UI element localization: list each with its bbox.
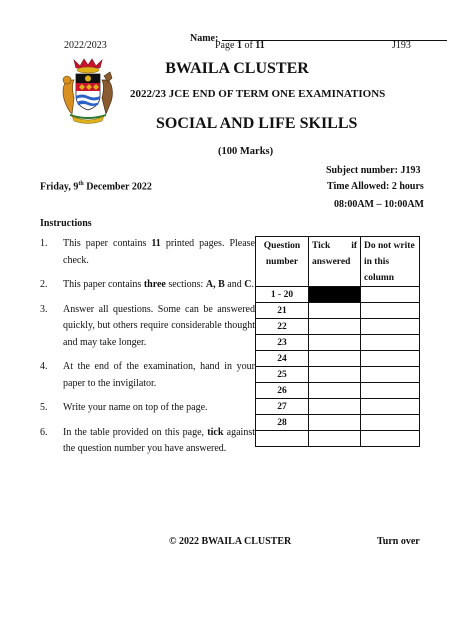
table-header-row [256,237,420,287]
table-row: 22 [256,319,420,335]
page-indicator: Page 1 of 11 [215,40,265,51]
tick-cell[interactable] [309,383,361,399]
header-do-not-write: Do not write in this column [361,237,420,287]
marker-cell [361,335,420,351]
exam-title: 2022/23 JCE END OF TERM ONE EXAMINATIONS [130,88,386,100]
marker-cell [361,351,420,367]
marker-cell [361,399,420,415]
marker-cell [361,383,420,399]
marker-cell [361,319,420,335]
list-item: 6. In the table provided on this page, tick against the question number you have answered. [40,426,255,454]
marker-cell [361,303,420,319]
instructions-list [40,236,255,466]
table-row: 26 [256,383,420,399]
header-tick: Tick if answered [309,237,361,287]
instructions-heading: Instructions [40,218,92,229]
name-label: Name: [190,33,219,44]
tick-cell[interactable] [309,303,361,319]
time-range: 08:00AM – 10:00AM [334,199,424,210]
list-item: 4. At the end of the examination, hand in your paper to the invigilator. [40,361,255,389]
marker-cell [361,415,420,431]
tick-cell[interactable] [309,351,361,367]
list-item: 3. Answer all questions. Some can be answered quickly, but others require considerable thought and may take longer. [40,303,255,348]
table-row: 1 - 20 [256,287,420,303]
table-row: 23 [256,335,420,351]
copyright: © 2022 BWAILA CLUSTER [169,536,292,547]
table-row [256,431,420,447]
total-marks: (100 Marks) [218,146,274,157]
marker-cell [361,431,420,447]
subject-title: SOCIAL AND LIFE SKILLS [156,115,358,132]
table-row: 24 [256,351,420,367]
tick-cell[interactable] [309,319,361,335]
turn-over: Turn over [377,536,420,547]
marker-cell [361,287,420,303]
table-row: 21 [256,303,420,319]
tick-cell[interactable] [309,415,361,431]
list-item: 5. Write your name on top of the page. [40,402,208,413]
paper-code: J193 [392,40,411,51]
exam-date: Friday, 9th December 2022 [40,181,152,193]
school-year: 2022/2023 [64,40,107,51]
tick-cell [309,287,361,303]
tick-cell[interactable] [309,367,361,383]
time-allowed: Time Allowed: 2 hours [327,181,424,192]
table-row: 27 [256,399,420,415]
tick-cell[interactable] [309,399,361,415]
cluster-title: BWAILA CLUSTER [165,60,309,77]
tick-cell[interactable] [309,335,361,351]
question-table [255,236,420,447]
list-item: 1. This paper contains 11 printed pages. Please check. [40,238,255,266]
subject-number: Subject number: J193 [326,165,421,176]
table-row: 25 [256,367,420,383]
list-item: 2. This paper contains three sections: A, B and C. [40,279,254,290]
tick-cell[interactable] [309,431,361,447]
table-row: 28 [256,415,420,431]
marker-cell [361,367,420,383]
header-question-number: Question number [256,237,309,287]
